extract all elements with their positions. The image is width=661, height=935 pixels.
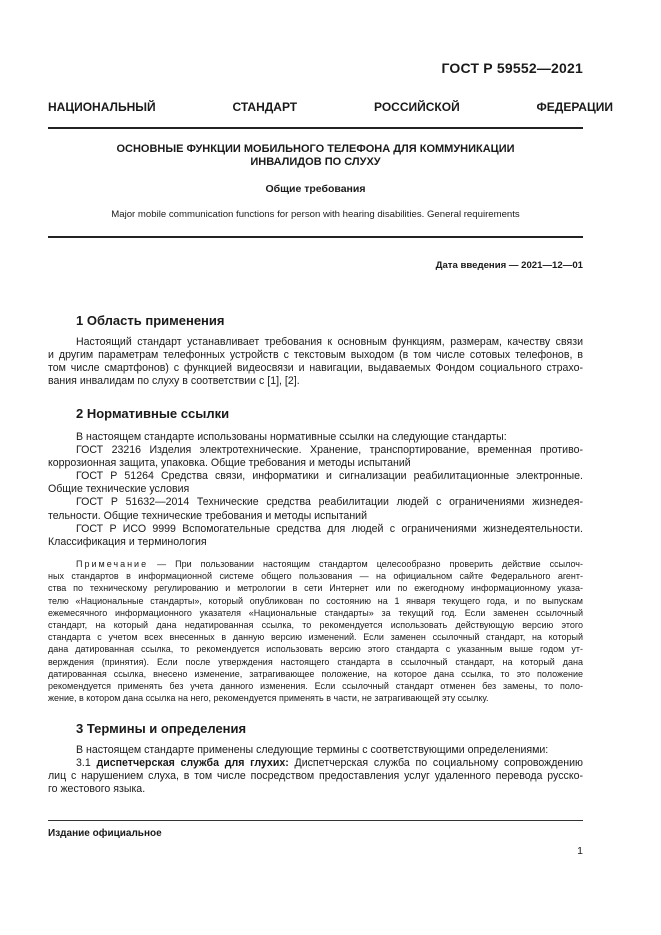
note-line: — При пользовании настоящим стандартом целесообразно проверить действие ссылоч-	[148, 559, 583, 569]
definition-text: Диспетчерская служба по социальному сопровождению	[294, 757, 584, 770]
page-number: 1	[577, 845, 583, 857]
title-line-1: ОСНОВНЫЕ ФУНКЦИИ МОБИЛЬНОГО ТЕЛЕФОНА ДЛЯ КОММУНИКАЦИИ	[116, 143, 515, 155]
text-line: ГОСТ Р 51264 Средства связи, информатики и сигнализации реабилитационные электронные.	[76, 470, 583, 483]
document-subtitle: Общие требования	[265, 183, 366, 195]
text-line: том числе смартфонов) с функцией видеосвязи и навигации, выдаваемых Фондом социального страхо-	[48, 362, 583, 375]
text-line: коррозионная защита, упаковка. Общие требования и методы испытаний	[48, 457, 411, 470]
note-line: верждения (принятия). Если после утверждения настоящего стандарта в ссылочный стандарт, на который дана	[48, 656, 583, 667]
document-code: ГОСТ Р 59552—2021	[441, 60, 583, 76]
note-line: стандарт, на который дана недатированная ссылка, то рекомендуется использовать действующую версию этого	[48, 620, 583, 631]
note-line: ежемесячного информационного указателя «Национальные стандарты» за текущий год. Если заменен ссылочный	[48, 607, 583, 618]
text-line: и другим параметрам телефонных устройств с текстовым выходом (в том числе сотовых телефонов, в	[48, 349, 583, 362]
section-1-text	[48, 336, 583, 388]
text-line: лиц с нарушением слуха, в том числе посредством предоставления услуг удаленного перевода русско-	[48, 770, 583, 783]
text-line: Классификация и терминология	[48, 535, 207, 548]
text-line: тельности. Общие технические требования и методы испытаний	[48, 509, 368, 522]
section-2-heading: 2 Нормативные ссылки	[76, 406, 230, 421]
note-line: датированная ссылка, внесено изменение, затрагивающее положение, на которое дана ссылка, то это положение	[48, 668, 583, 679]
text-line: В настоящем стандарте использованы нормативные ссылки на следующие стандарты:	[76, 431, 507, 443]
text-line: вания инвалидам по слуху в соответствии с [1], [2].	[48, 375, 300, 388]
note-line: телю «Национальные стандарты», который опубликован по состоянию на 1 января текущего года, и по выпускам	[48, 595, 583, 606]
note-label: Примечание	[76, 559, 149, 569]
intro-date: Дата введения — 2021—12—01	[435, 260, 583, 271]
document-title	[48, 143, 583, 169]
text-line: ГОСТ Р ИСО 9999 Вспомогательные средства для людей с ограничениями жизнедеятельности.	[76, 522, 583, 535]
term-number: 3.1	[76, 757, 91, 770]
note-line: ных стандартов в информационной системе общего пользования — на официальном сайте Федерального агент-	[48, 571, 583, 582]
text-line: В настоящем стандарте применены следующие термины с соответствующими определениями:	[76, 744, 549, 756]
note-line: дана датированная ссылка, то рекомендуется использовать версию этого стандарта с указанным выше годом ут-	[48, 644, 583, 655]
note-line: ства по техническому регулированию и метрологии в сети Интернет или по ежегодному информационному указа-	[48, 583, 583, 594]
title-bottom-rule	[48, 236, 583, 238]
text-line: ГОСТ 23216 Изделия электротехнические. Хранение, транспортирование, временная противо-	[76, 444, 583, 457]
term: диспетчерская служба для глухих:	[96, 757, 289, 770]
note-line: стандарта с учетом всех внесенных в данную версию изменений. Если заменен ссылочный стандарт, на который	[48, 632, 583, 643]
section-1-heading: 1 Область применения	[76, 313, 225, 328]
term-definition-line	[48, 757, 583, 770]
text-line: Общие технические условия	[48, 483, 190, 496]
national-standard-banner: НАЦИОНАЛЬНЫЙ СТАНДАРТ РОССИЙСКОЙ ФЕДЕРАЦИИ	[48, 100, 613, 114]
text-line: Настоящий стандарт устанавливает требования к основным функциям, размерам, качеству связи	[76, 336, 583, 348]
english-title: Major mobile communication functions for person with hearing disabilities. General requirements	[111, 209, 520, 220]
footer-rule	[48, 820, 583, 821]
title-line-2: ИНВАЛИДОВ ПО СЛУХУ	[250, 156, 381, 168]
text-line: ГОСТ Р 51632—2014 Технические средства реабилитации людей с ограничениями жизнедея-	[76, 496, 583, 509]
note-line: рекомендуется применять без учета данного изменения. Если ссылочный стандарт отменен без замены, то поло-	[48, 681, 583, 692]
section-3-text	[48, 744, 583, 796]
section-3-heading: 3 Термины и определения	[76, 721, 247, 736]
official-edition-label: Издание официальное	[48, 828, 162, 839]
note-line: жение, в котором дана ссылка на него, рекомендуется применять в части, не затрагивающей эту ссылку.	[48, 693, 489, 704]
note-block	[48, 558, 583, 704]
section-2-text	[48, 431, 583, 549]
top-rule	[48, 127, 583, 129]
text-line: го жестового языка.	[48, 783, 146, 796]
